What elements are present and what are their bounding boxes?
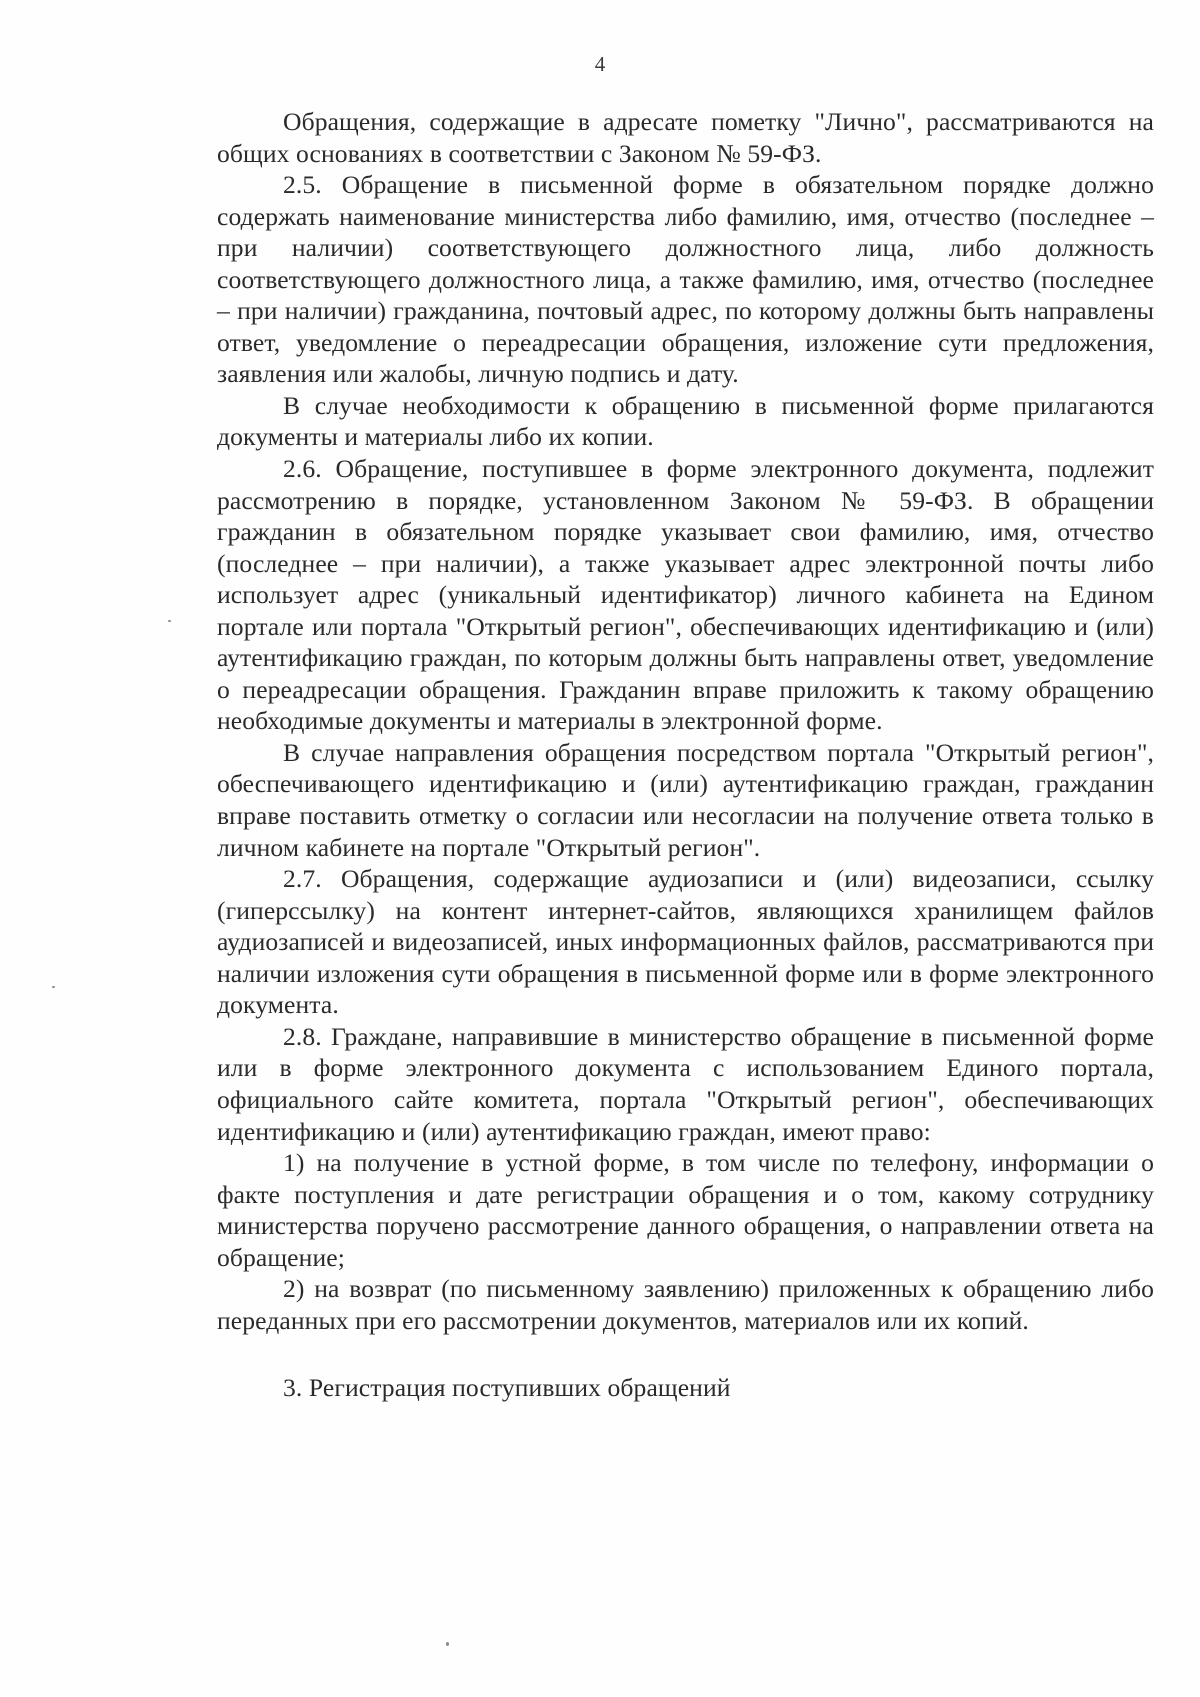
paragraph-2-8: 2.8. Граждане, направившие в министерство обращение в письменной форме или в форме электронного документа с использованием Единого портала, официального сайте комитета, портала "Открытый регион", обеспечивающих идентификацию и (или) аутентификацию граждан, имеют право: [217, 1021, 1154, 1146]
paragraph-personal-mark: Обращения, содержащие в адресате пометку "Лично", рассматриваются на общих основаниях в соответствии с Законом № 59-ФЗ. [217, 107, 1154, 168]
scan-speck [446, 1642, 449, 1646]
paragraph-2-6: 2.6. Обращение, поступившее в форме электронного документа, подлежит рассмотрению в порядке, установленном Законом № 59-ФЗ. В обращении гражданин в обязательном порядке указывает свои фамилию, имя, отчество (последнее – при наличии), а также указывает адрес электронной почты либо использует адрес (уникальный идентификатор) личного кабинета на Едином портале или портала "Открытый регион", обеспечивающих идентификацию и (или) аутентификацию граждан, по которым должны быть направлены ответ, уведомление о переадресации обращения. Гражданин вправе приложить к такому обращению необходимые документы и материалы в электронной форме. [217, 454, 1154, 736]
section-heading-3: 3. Регистрация поступивших обращений [283, 1373, 731, 1403]
page-number: 4 [594, 52, 606, 76]
scan-speck [168, 620, 171, 622]
list-item-1: 1) на получение в устной форме, в том числе по телефону, информации о факте поступления и дате регистрации обращения и о том, какому сотруднику министерства поручено рассмотрение данного обращения, о направлении ответа на обращение; [217, 1148, 1154, 1272]
paragraph-2-5: 2.5. Обращение в письменной форме в обязательном порядке должно содержать наименование министерства либо фамилию, имя, отчество (последнее – при наличии) соответствующего должностного лица, либо должность соответствующего должностного лица, а также фамилию, имя, отчество (последнее – при наличии) гражданина, почтовый адрес, по которому должны быть направлены ответ, уведомление о переадресации обращения, изложение сути предложения, заявления или жалобы, личную подпись и дату. [217, 170, 1154, 389]
scan-speck [52, 986, 55, 988]
document-body [217, 106, 1154, 1404]
paragraph-open-region: В случае направления обращения посредством портала "Открытый регион", обеспечивающего идентификацию и (или) аутентификацию граждан, гражданин вправе поставить отметку о согласии или несогласии на получение ответа только в личном кабинете на портале "Открытый регион". [217, 737, 1154, 862]
paragraph-2-7: 2.7. Обращения, содержащие аудиозаписи и (или) видеозаписи, ссылку (гиперссылку) на контент интернет-сайтов, являющихся хранилищем файлов аудиозаписей и видеозаписей, иных информационных файлов, рассматриваются при наличии изложения сути обращения в письменной форме или в форме электронного документа. [217, 864, 1154, 1020]
list-item-2: 2) на возврат (по письменному заявлению) приложенных к обращению либо переданных при его рассмотрении документов, материалов или их копий. [217, 1274, 1154, 1335]
paragraph-attachments: В случае необходимости к обращению в письменной форме прилагаются документы и материалы либо их копии. [217, 390, 1154, 452]
